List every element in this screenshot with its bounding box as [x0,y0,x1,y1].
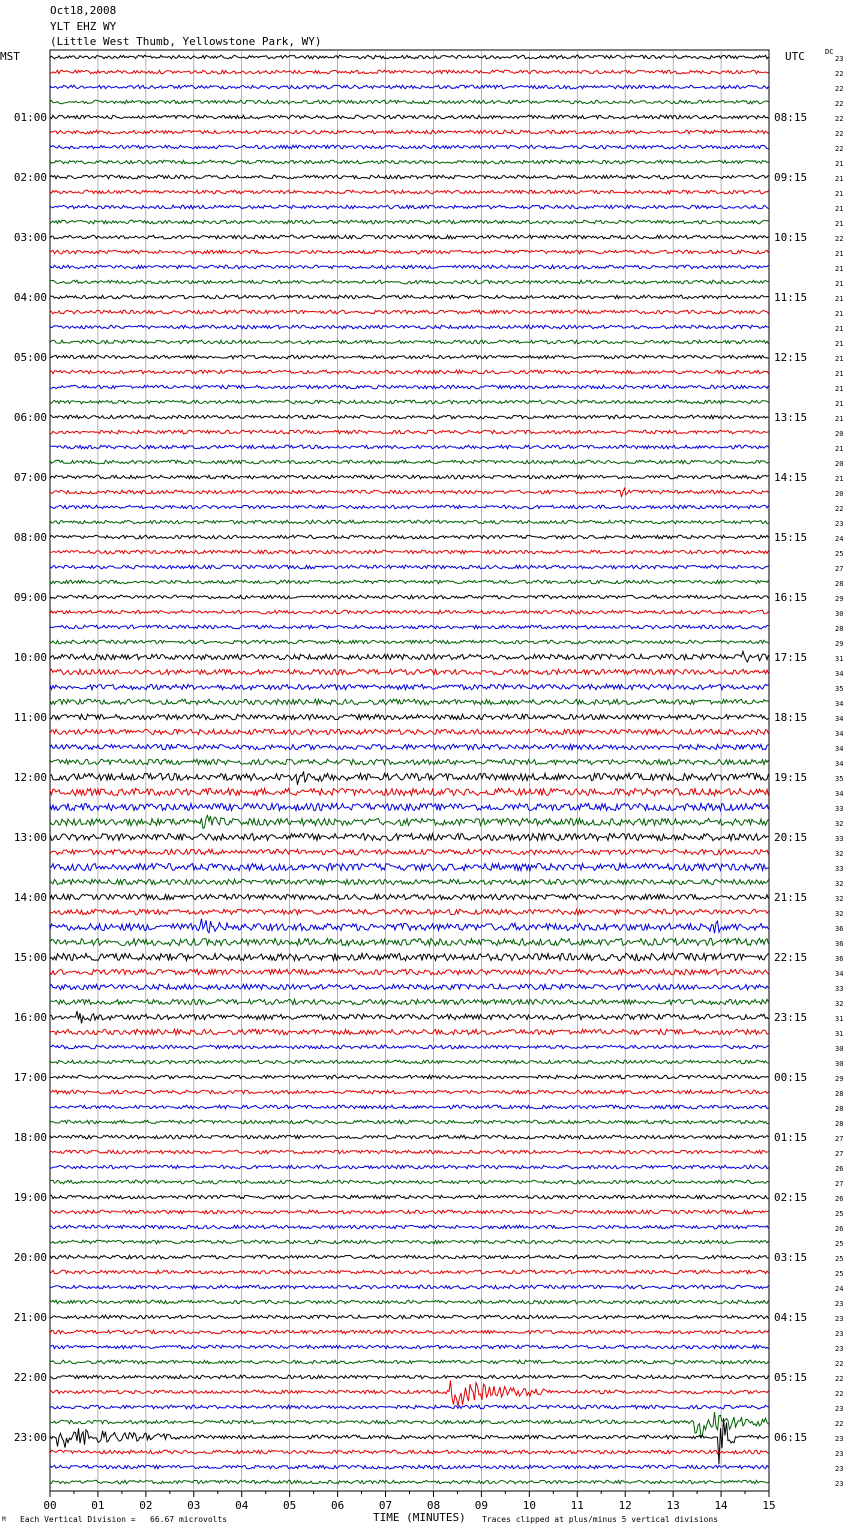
trace-line [50,1011,769,1023]
dc-offset-label: 31 [835,1015,844,1023]
trace-line [50,1480,769,1484]
trace-line [50,772,769,785]
trace-line [50,1075,769,1079]
trace-line [50,953,769,960]
dc-offset-label: 22 [835,85,844,93]
trace-line [50,1405,769,1409]
trace-line [50,1240,769,1244]
x-axis-label: TIME (MINUTES) [373,1511,466,1524]
x-tick-label: 15 [762,1499,776,1512]
trace-line [50,1195,769,1199]
dc-offset-label: 22 [835,130,844,138]
trace-line [50,115,769,119]
trace-line [50,1135,769,1139]
dc-offset-label: 35 [835,775,844,783]
dc-offset-label: 30 [835,610,844,618]
dc-offset-label: 23 [835,1435,844,1443]
left-hour-label: 02:00 [13,171,47,184]
trace-line [50,445,769,449]
x-tick-label: 02 [139,1499,153,1512]
dc-offset-label: 30 [835,1045,844,1053]
trace-line [50,295,769,299]
trace-line [50,834,769,841]
dc-offset-label: 23 [835,55,844,63]
trace-line [50,699,769,704]
left-hour-label: 16:00 [13,1011,47,1024]
trace-line [50,1412,769,1437]
trace-line [50,475,769,479]
dc-offset-label: 22 [835,1375,844,1383]
right-hour-label: 20:15 [774,831,808,844]
left-hour-label: 11:00 [13,711,47,724]
trace-line [50,280,769,284]
right-hour-label: 09:15 [774,171,808,184]
trace-line [50,160,769,164]
trace-line [50,759,769,764]
trace-line [50,625,769,629]
trace-line [50,145,769,149]
dc-offset-label: 20 [835,490,844,498]
trace-line [50,1418,769,1464]
dc-offset-label: 33 [835,985,844,993]
trace-line [50,250,769,254]
trace-line [50,984,769,989]
trace-line [50,815,769,828]
scale-note: Each Vertical Division = 66.67 microvolts [20,1515,228,1524]
dc-offset-label: 32 [835,880,844,888]
trace-line [50,849,769,854]
right-hour-label: 17:15 [774,651,808,664]
left-hour-label: 01:00 [13,111,47,124]
trace-line [50,1285,769,1289]
trace-line [50,1060,769,1064]
trace-line [50,729,769,734]
x-tick-label: 14 [714,1499,728,1512]
trace-line [50,1150,769,1154]
left-hour-label: 12:00 [13,771,47,784]
dc-offset-label: 20 [835,430,844,438]
right-hour-label: 12:15 [774,351,808,364]
trace-line [50,714,769,719]
left-hour-label: 15:00 [13,951,47,964]
trace-line [50,340,769,344]
right-hour-label: 13:15 [774,411,808,424]
trace-line [50,938,769,945]
trace-line [50,1029,769,1034]
trace-line [50,1375,769,1379]
left-hour-label: 03:00 [13,231,47,244]
trace-line [50,669,769,674]
x-tick-label: 09 [474,1499,489,1512]
right-hour-label: 21:15 [774,891,808,904]
dc-offset-label: 26 [835,1195,844,1203]
dc-offset-label: 24 [835,535,844,543]
dc-offset-label: 34 [835,745,844,753]
right-hour-label: 23:15 [774,1011,808,1024]
dc-offset-label: 22 [835,70,844,78]
right-hour-label: 16:15 [774,591,808,604]
dc-offset-label: 21 [835,175,844,183]
trace-line [50,1330,769,1334]
dc-offset-label: 33 [835,865,844,873]
right-hour-label: 02:15 [774,1191,808,1204]
dc-offset-label: 22 [835,505,844,513]
right-hour-label: 00:15 [774,1071,808,1084]
trace-line [50,1180,769,1184]
left-hour-label: 23:00 [13,1431,47,1444]
dc-offset-label: 25 [835,1255,844,1263]
dc-offset-label: 28 [835,1090,844,1098]
trace-line [50,640,769,644]
dc-offset-label: 21 [835,205,844,213]
dc-offset-label: 21 [835,325,844,333]
trace-line [50,55,769,59]
trace-line [50,1360,769,1364]
right-hour-label: 10:15 [774,231,808,244]
dc-offset-label: 21 [835,370,844,378]
dc-offset-label: 31 [835,1030,844,1038]
trace-line [50,744,769,749]
dc-offset-label: 22 [835,1360,844,1368]
dc-offset-label: 21 [835,310,844,318]
left-hour-label: 18:00 [13,1131,47,1144]
x-tick-label: 10 [522,1499,536,1512]
right-hour-label: 11:15 [774,291,808,304]
dc-offset-label: 29 [835,595,844,603]
dc-offset-label: 23 [835,1300,844,1308]
dc-offset-label: 23 [835,1465,844,1473]
trace-line [50,1270,769,1274]
trace-line [50,999,769,1004]
trace-line [50,1105,769,1109]
left-timezone-label: MST [0,50,20,63]
dc-offset-label: 22 [835,1420,844,1428]
trace-line [50,909,769,914]
right-hour-label: 22:15 [774,951,808,964]
trace-line [50,1315,769,1319]
dc-offset-label: 32 [835,820,844,828]
trace-line [50,1255,769,1259]
trace-line [50,130,769,134]
left-hour-label: 08:00 [13,531,47,544]
dc-offset-label: 34 [835,730,844,738]
right-hour-label: 19:15 [774,771,808,784]
trace-line [50,205,769,209]
dc-offset-label: 36 [835,925,844,933]
dc-offset-label: 35 [835,685,844,693]
dc-offset-label: 31 [835,655,844,663]
x-tick-label: 00 [43,1499,57,1512]
left-hour-label: 22:00 [13,1371,47,1384]
trace-line [50,550,769,554]
trace-line [50,535,769,539]
dc-offset-label: 34 [835,715,844,723]
dc-offset-label: 25 [835,1270,844,1278]
dc-offset-label: 20 [835,460,844,468]
trace-line [50,100,769,104]
x-tick-label: 08 [426,1499,441,1512]
dc-offset-label: 21 [835,220,844,228]
dc-offset-label: 26 [835,1225,844,1233]
dc-offset-label: 28 [835,1105,844,1113]
dc-offset-label: 36 [835,955,844,963]
left-hour-label: 17:00 [13,1071,47,1084]
dc-offset-label: 22 [835,235,844,243]
right-hour-label: 06:15 [774,1431,808,1444]
trace-line [50,1300,769,1304]
corner-mark: M [2,1516,6,1523]
dc-offset-label: 25 [835,1240,844,1248]
dc-offset-label: 22 [835,115,844,123]
trace-line [50,175,769,179]
dc-offset-label: 29 [835,640,844,648]
dc-label: DC [825,48,834,56]
dc-offset-label: 34 [835,670,844,678]
dc-offset-label: 34 [835,970,844,978]
dc-offset-label: 27 [835,1180,844,1188]
trace-line [50,85,769,89]
trace-line [50,1165,769,1169]
x-tick-label: 13 [666,1499,680,1512]
dc-offset-label: 36 [835,940,844,948]
right-hour-label: 08:15 [774,111,808,124]
station-name: YLT EHZ WY [50,20,117,33]
trace-line [50,1465,769,1469]
dc-offset-label: 32 [835,895,844,903]
dc-offset-label: 21 [835,385,844,393]
left-hour-label: 21:00 [13,1311,47,1324]
dc-offset-label: 23 [835,1315,844,1323]
clip-note: Traces clipped at plus/minus 5 vertical divisions [482,1515,719,1524]
x-tick-label: 05 [283,1499,297,1512]
dc-offset-label: 32 [835,910,844,918]
station-location: (Little West Thumb, Yellowstone Park, WY) [50,35,322,48]
dc-offset-label: 33 [835,805,844,813]
right-hour-label: 04:15 [774,1311,808,1324]
dc-offset-label: 21 [835,250,844,258]
trace-line [50,265,769,269]
dc-offset-label: 21 [835,295,844,303]
dc-offset-label: 21 [835,265,844,273]
dc-offset-label: 21 [835,340,844,348]
x-tick-label: 03 [187,1499,201,1512]
trace-line [50,919,769,934]
trace-line [50,1090,769,1094]
trace-line [50,430,769,434]
dc-offset-label: 21 [835,400,844,408]
dc-offset-label: 23 [835,1345,844,1353]
left-hour-label: 07:00 [13,471,47,484]
trace-line [50,70,769,74]
left-hour-label: 09:00 [13,591,47,604]
trace-line [50,1450,769,1454]
dc-offset-label: 23 [835,1330,844,1338]
trace-line [50,325,769,329]
plot-date: Oct18,2008 [50,4,117,17]
right-hour-label: 18:15 [774,711,808,724]
dc-offset-label: 34 [835,700,844,708]
trace-line [50,370,769,374]
right-timezone-label: UTC [785,50,805,63]
left-hour-label: 06:00 [13,411,47,424]
right-hour-label: 05:15 [774,1371,808,1384]
trace-line [50,355,769,359]
trace-line [50,488,769,497]
trace-line [50,1225,769,1229]
x-tick-label: 12 [618,1499,632,1512]
x-tick-label: 11 [570,1499,584,1512]
dc-offset-label: 28 [835,625,844,633]
dc-offset-label: 22 [835,1390,844,1398]
dc-offset-label: 27 [835,565,844,573]
dc-offset-label: 21 [835,355,844,363]
trace-line [50,190,769,194]
right-hour-label: 15:15 [774,531,808,544]
dc-offset-label: 28 [835,1120,844,1128]
dc-offset-label: 21 [835,190,844,198]
trace-line [50,310,769,314]
x-tick-label: 01 [91,1499,105,1512]
dc-offset-label: 29 [835,1075,844,1083]
trace-line [50,460,769,464]
trace-line [50,520,769,524]
dc-offset-label: 33 [835,835,844,843]
dc-offset-label: 21 [835,280,844,288]
dc-offset-label: 21 [835,415,844,423]
trace-line [50,879,769,884]
trace-line [50,235,769,239]
dc-offset-label: 25 [835,550,844,558]
dc-offset-label: 32 [835,850,844,858]
dc-offset-label: 27 [835,1135,844,1143]
trace-line [50,400,769,404]
dc-offset-label: 22 [835,145,844,153]
trace-line [50,1345,769,1349]
trace-line [50,595,769,599]
left-hour-label: 04:00 [13,291,47,304]
trace-line [50,565,769,569]
right-hour-label: 01:15 [774,1131,808,1144]
trace-line [50,415,769,419]
dc-offset-label: 23 [835,520,844,528]
trace-line [50,220,769,224]
x-tick-label: 07 [378,1499,393,1512]
trace-line [50,684,769,689]
left-hour-label: 14:00 [13,891,47,904]
trace-line [50,1210,769,1214]
dc-offset-label: 28 [835,580,844,588]
trace-line [50,1045,769,1049]
trace-line [50,505,769,509]
dc-offset-label: 34 [835,790,844,798]
trace-line [50,1380,769,1406]
dc-offset-label: 25 [835,1210,844,1218]
dc-offset-label: 23 [835,1405,844,1413]
trace-line [50,788,769,795]
right-hour-label: 14:15 [774,471,808,484]
dc-offset-label: 26 [835,1165,844,1173]
dc-offset-label: 23 [835,1450,844,1458]
x-tick-label: 06 [330,1499,345,1512]
dc-offset-label: 30 [835,1060,844,1068]
trace-line [50,803,769,810]
left-hour-label: 20:00 [13,1251,47,1264]
left-hour-label: 13:00 [13,831,47,844]
left-hour-label: 19:00 [13,1191,47,1204]
dc-offset-label: 27 [835,1150,844,1158]
dc-offset-label: 23 [835,1480,844,1488]
trace-line [50,610,769,614]
trace-line [50,385,769,389]
left-hour-label: 05:00 [13,351,47,364]
dc-offset-label: 34 [835,760,844,768]
trace-line [50,863,769,870]
x-tick-label: 04 [235,1499,249,1512]
dc-offset-label: 21 [835,160,844,168]
trace-line [50,969,769,974]
trace-line [50,894,769,899]
dc-offset-label: 24 [835,1285,844,1293]
left-hour-label: 10:00 [13,651,47,664]
trace-line [50,1120,769,1124]
dc-offset-label: 21 [835,475,844,483]
right-hour-label: 03:15 [774,1251,808,1264]
dc-offset-label: 32 [835,1000,844,1008]
dc-offset-label: 22 [835,100,844,108]
trace-line [50,580,769,584]
dc-offset-label: 21 [835,445,844,453]
trace-line [50,651,769,662]
